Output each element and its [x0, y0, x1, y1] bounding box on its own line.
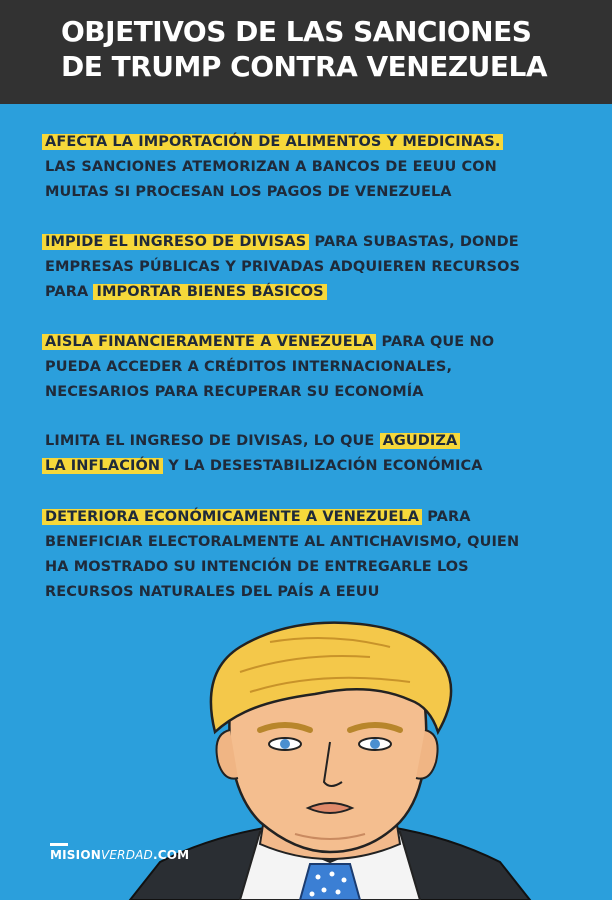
highlight: LA INFLACIÓN	[42, 458, 163, 474]
highlight: DETERIORA ECONÓMICAMENTE A VENEZUELA	[42, 509, 422, 525]
objective-3-line-1	[45, 330, 585, 355]
objective-5-line-4: RECURSOS NATURALES DEL PAÍS A EEUU	[45, 584, 380, 600]
objective-3	[45, 330, 585, 405]
objective-1-line-2: LAS SANCIONES ATEMORIZAN A BANCOS DE EEUU CON	[45, 159, 497, 175]
objective-4-line-1	[45, 429, 585, 454]
title-line-1: OBJETIVOS DE LAS SANCIONES	[61, 15, 532, 48]
text: PARA QUE NO	[376, 334, 495, 350]
misionverdad-logo	[50, 848, 189, 862]
text: Y LA DESESTABILIZACIÓN ECONÓMICA	[163, 458, 483, 474]
highlight: AFECTA LA IMPORTACIÓN DE ALIMENTOS Y MEDICINAS.	[42, 134, 503, 150]
highlight: IMPORTAR BIENES BÁSICOS	[93, 284, 326, 300]
logo-part-2: VERDAD	[100, 848, 153, 862]
logo-part-1: MISION	[50, 848, 101, 862]
objective-3-line-2: PUEDA ACCEDER A CRÉDITOS INTERNACIONALES,	[45, 359, 453, 375]
text: PARA	[45, 284, 94, 300]
highlight: AGUDIZA	[380, 433, 461, 449]
objective-1-line-1	[45, 130, 585, 155]
text: PARA SUBASTAS, DONDE	[309, 234, 519, 250]
highlight: AISLA FINANCIERAMENTE A VENEZUELA	[42, 334, 376, 350]
title-banner	[0, 0, 612, 104]
objective-2-line-1	[45, 230, 585, 255]
objective-2-line-3	[45, 280, 585, 305]
highlight: IMPIDE EL INGRESO DE DIVISAS	[42, 234, 309, 250]
objective-3-line-3: NECESARIOS PARA RECUPERAR SU ECONOMÍA	[45, 384, 424, 400]
objective-4-line-2	[45, 454, 585, 479]
logo-bar	[50, 843, 68, 846]
objective-1-line-3: MULTAS SI PROCESAN LOS PAGOS DE VENEZUELA	[45, 184, 452, 200]
objective-5-line-2: BENEFICIAR ELECTORALMENTE AL ANTICHAVISMO, QUIEN	[45, 534, 520, 550]
objective-5	[45, 505, 585, 605]
objective-5-line-1	[45, 505, 585, 530]
objective-4	[45, 429, 585, 479]
objective-2-line-2: EMPRESAS PÚBLICAS Y PRIVADAS ADQUIEREN RECURSOS	[45, 259, 521, 275]
objective-1	[45, 130, 585, 205]
logo-part-3: .COM	[153, 848, 190, 862]
text: LIMITA EL INGRESO DE DIVISAS, LO QUE	[45, 433, 380, 449]
text: PARA	[422, 509, 471, 525]
objective-5-line-3: HA MOSTRADO SU INTENCIÓN DE ENTREGARLE LOS	[45, 559, 469, 575]
objective-2	[45, 230, 585, 305]
title-line-2: DE TRUMP CONTRA VENEZUELA	[61, 50, 548, 83]
